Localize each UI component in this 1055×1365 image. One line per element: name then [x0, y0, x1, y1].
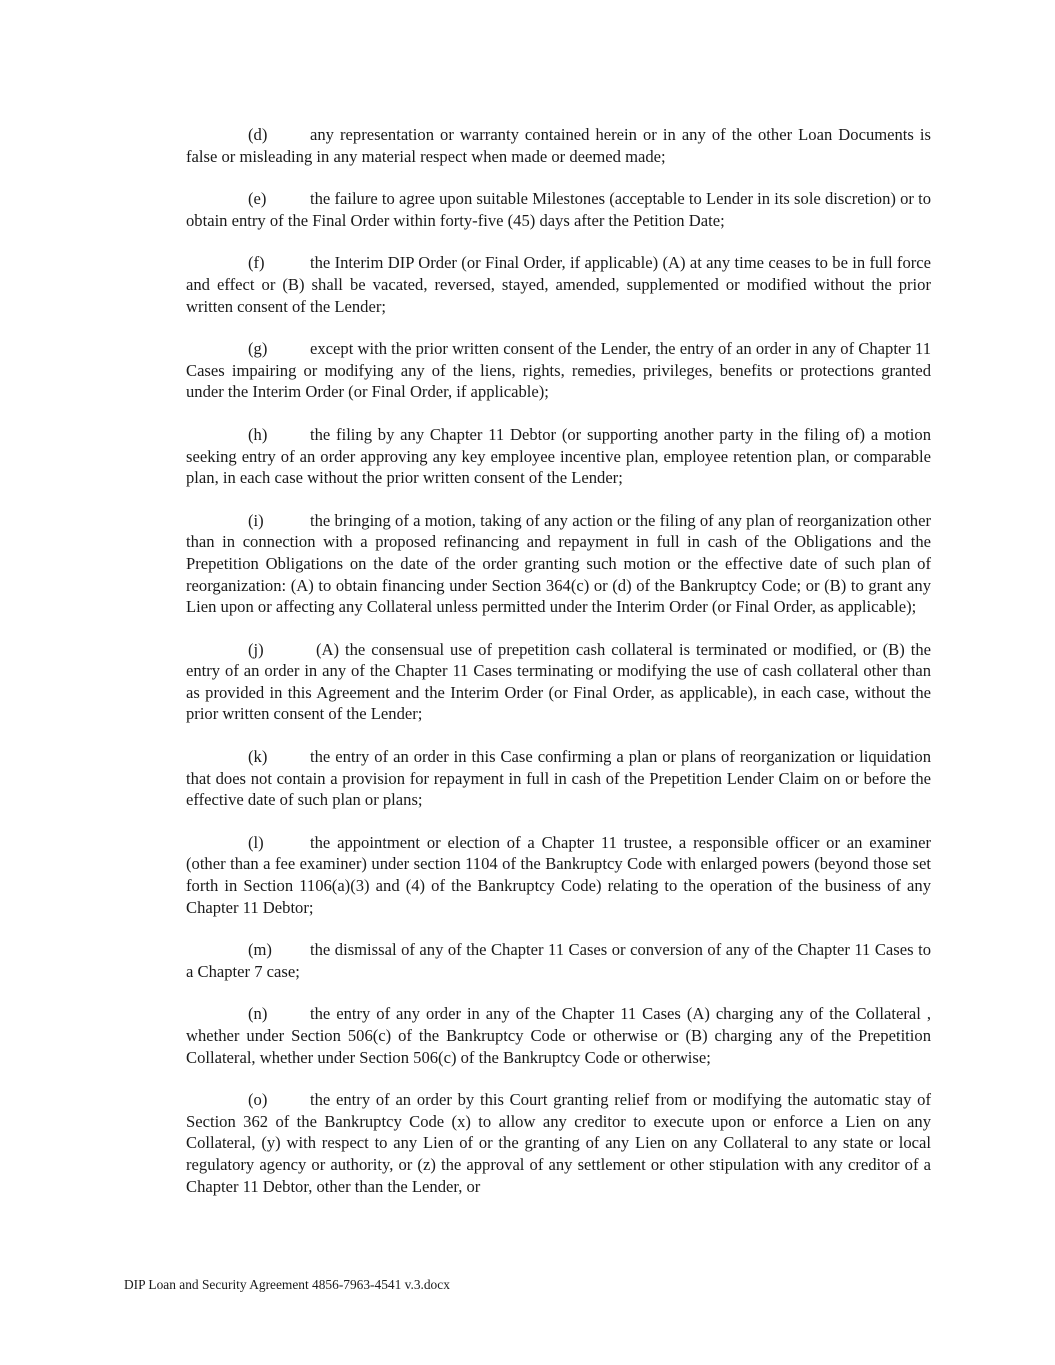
paragraph-text: the entry of an order by this Court granting relief from or modifying the automatic stay of Section 362 of the Bankruptcy Code (x) to allow any creditor to execute upon or enforce a Lien on any Collateral, (y) with respect to any Lien of or the granting of any Lien on any Collateral to any state or local regulatory agency or authority, or (z) the approval of any settlement or other stipulation with any creditor of a Chapter 11 Debtor, other than the Lender, or — [186, 1090, 931, 1196]
paragraph-label: (d) — [248, 125, 268, 144]
paragraph-text: the Interim DIP Order (or Final Order, if applicable) (A) at any time ceases to be in full force and effect or (B) shall be vacated, reversed, stayed, amended, supplemented or modified without the prior written consent of the Lender; — [186, 253, 931, 316]
paragraph-g — [186, 338, 931, 403]
paragraph-label: (i) — [248, 510, 264, 530]
document-body — [186, 124, 931, 1218]
paragraph-l — [186, 832, 931, 918]
paragraph-text: the filing by any Chapter 11 Debtor (or supporting another party in the filing of) a motion seeking entry of an order approving any key employee incentive plan, employee retention plan, or comparable plan, in each case without the prior written consent of the Lender; — [186, 424, 931, 488]
paragraph-text: the appointment or election of a Chapter 11 trustee, a responsible officer or an examiner (other than a fee examiner) under section 1104 of the Bankruptcy Code with enlarged powers (beyond those set forth in Section 1106(a)(3) and (4) of the Bankruptcy Code) relating to the operation of the business of any Chapter 11 Debtor; — [186, 832, 931, 917]
paragraph-f — [186, 252, 931, 317]
paragraph-label: (n) — [248, 1004, 268, 1024]
paragraph-h — [186, 424, 931, 489]
paragraph-d — [186, 124, 931, 167]
paragraph-text: except with the prior written consent of the Lender, the entry of an order in any of Chapter 11 Cases impairing or modifying any of the liens, rights, remedies, privileges, benefits or protections granted under the Interim Order (or Final Order, if applicable); — [186, 339, 931, 402]
paragraph-e — [186, 188, 931, 231]
paragraph-text: (A) the consensual use of prepetition cash collateral is terminated or modified, or (B) the entry of an order in any of the Chapter 11 Cases terminating or modifying the use of cash collateral other than as provided in this Agreement and the Interim Order (or Final Order, as applicable), in each case, without the prior written consent of the Lender; — [186, 639, 931, 724]
paragraph-label: (m) — [248, 940, 272, 960]
paragraph-text: the dismissal of any of the Chapter 11 Cases or conversion of any of the Chapter 11 Cases to a Chapter 7 case; — [186, 940, 931, 981]
paragraph-j — [186, 639, 931, 725]
paragraph-text: any representation or warranty contained herein or in any of the other Loan Documents is false or misleading in any material respect when made or deemed made; — [186, 125, 931, 166]
paragraph-label: (h) — [248, 424, 268, 444]
paragraph-label: (l) — [248, 832, 264, 852]
paragraph-label: (g) — [248, 339, 268, 359]
paragraph-text: the entry of any order in any of the Chapter 11 Cases (A) charging any of the Collateral , whether under Section 506(c) of the Bankruptcy Code or otherwise or (B) charging any of the Prepetition Collateral, whether under Section 506(c) of the Bankruptcy Code or otherwise; — [186, 1004, 931, 1067]
paragraph-o — [186, 1089, 931, 1197]
paragraph-text: the failure to agree upon suitable Milestones (acceptable to Lender in its sole discretion) or to obtain entry of the Final Order within forty-five (45) days after the Petition Date; — [186, 189, 931, 230]
paragraph-label: (k) — [248, 747, 268, 767]
paragraph-m — [186, 939, 931, 982]
paragraph-text: the entry of an order in this Case confirming a plan or plans of reorganization or liquidation that does not contain a provision for repayment in full in cash of the Prepetition Lender Claim on or before the effective date of such plan or plans; — [186, 747, 931, 810]
paragraph-n — [186, 1003, 931, 1068]
paragraph-i — [186, 510, 931, 618]
paragraph-label: (o) — [248, 1090, 268, 1110]
paragraph-k — [186, 746, 931, 811]
page-footer: DIP Loan and Security Agreement 4856-7963-4541 v.3.docx — [124, 1277, 450, 1292]
paragraph-label: (f) — [248, 253, 265, 273]
paragraph-text: the bringing of a motion, taking of any action or the filing of any plan of reorganization other than in connection with a proposed refinancing and repayment in full in cash of the Obligations and the Prepetition Obligations on the date of the order granting such motion or the effective date of such plan of reorganization: (A) to obtain financing under Section 364(c) or (d) of the Bankruptcy Code; or (B) to grant any Lien upon or affecting any Collateral unless permitted under the Interim Order (or Final Order, as applicable); — [186, 510, 931, 617]
paragraph-label: (j) — [248, 639, 264, 659]
paragraph-label: (e) — [248, 189, 267, 209]
